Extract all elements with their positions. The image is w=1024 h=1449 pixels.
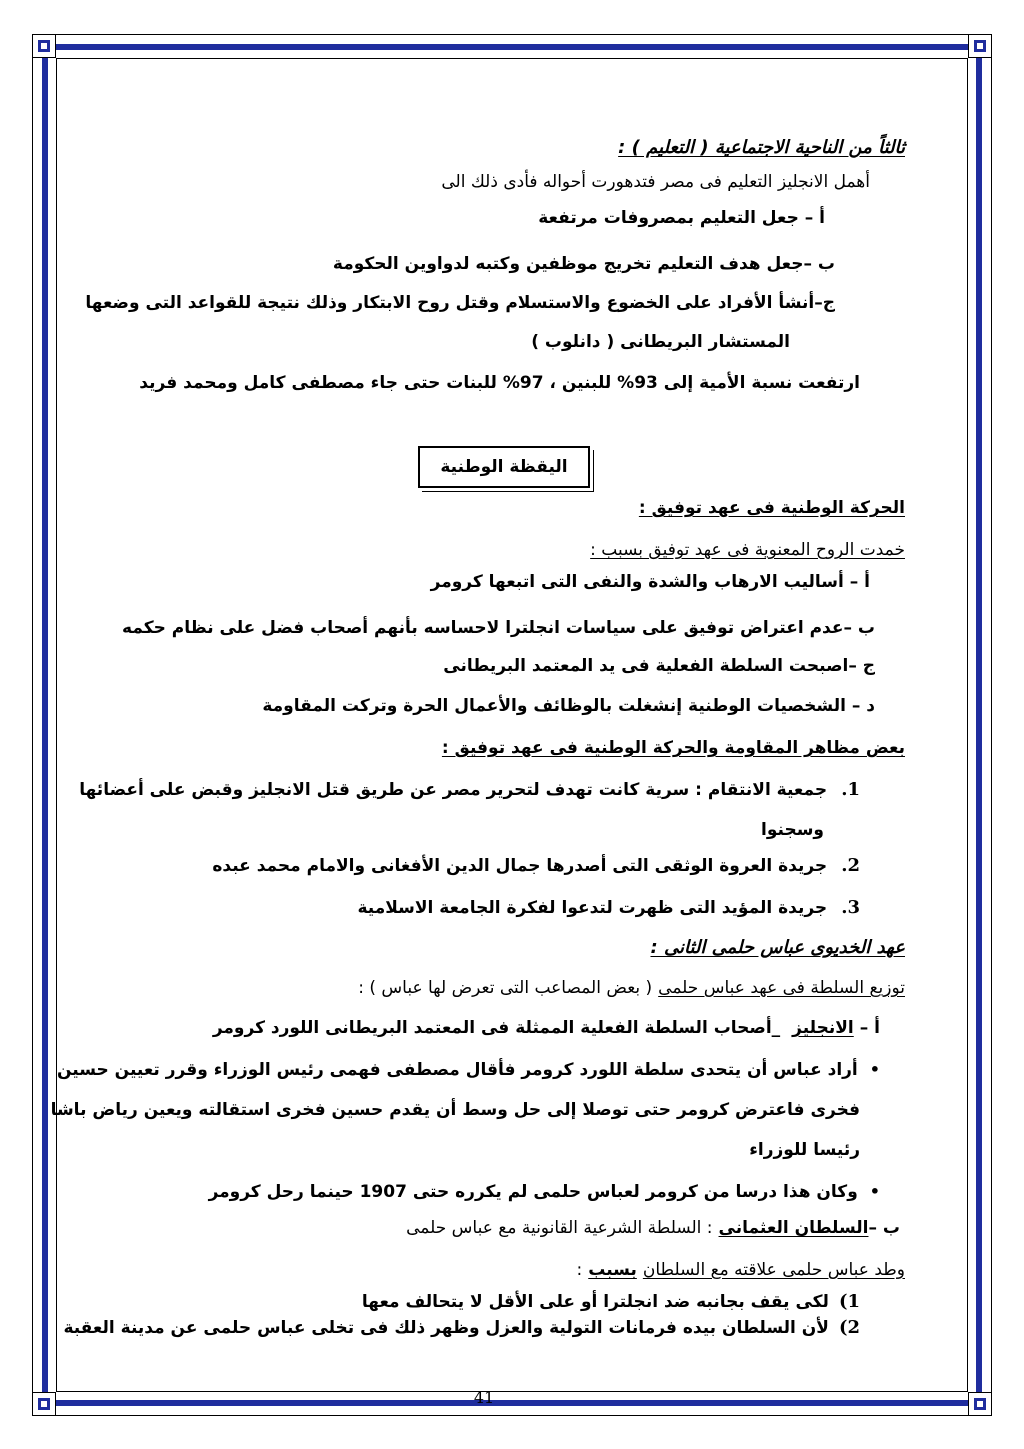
reason-2-text: لأن السلطان بيده فرمانات التولية والعزل وظهر ذلك فى تخلى عباس حلمى عن مدينة العقبة	[63, 1318, 829, 1338]
list-number: 1)	[838, 1291, 860, 1312]
list-number: 2)	[838, 1317, 860, 1338]
resistance-heading: بعض مظاهر المقاومة والحركة الوطنية فى عهد توفيق :	[441, 738, 905, 758]
point2-text: وكان هذا درسا من كرومر لعباس حلمى لم يكرره حتى 1907 حينما رحل كرومر	[208, 1182, 858, 1202]
relation-intro-text: وطد عباس حلمى علاقته مع السلطان	[642, 1260, 905, 1280]
english-prefix: أ –	[859, 1018, 880, 1038]
point1-line1	[57, 1058, 880, 1082]
point1-text: أراد عباس أن يتحدى سلطة اللورد كرومر فأقال مصطفى فهمى رئيس الوزراء وقرر تعيين حسين	[56, 1060, 858, 1080]
resistance-item-1	[79, 778, 860, 802]
bullet-icon: •	[869, 1182, 880, 1201]
tawfiq-causes-intro: خمدت الروح المعنوية فى عهد توفيق بسبب :	[590, 540, 905, 560]
corner-ornament-top-right	[968, 34, 992, 58]
tawfiq-cause-c: ج –اصبحت السلطة الفعلية فى يد المعتمد البريطانى	[443, 656, 875, 676]
section-title-box	[418, 446, 590, 488]
resistance-item-1-text: جمعية الانتقام : سرية كانت تهدف لتحرير مصر عن طريق قتل الانجليز وقبض على أعضائها	[79, 780, 828, 800]
corner-ornament-bottom-left	[32, 1392, 56, 1416]
tawfiq-cause-d: د – الشخصيات الوطنية إنشغلت بالوظائف والأعمال الحرة وتركت المقاومة	[262, 696, 875, 716]
ottoman-prefix: ب –	[868, 1218, 900, 1238]
reason-1	[362, 1290, 860, 1314]
point1-line3: رئيسا للوزراء	[749, 1140, 860, 1160]
ottoman-description: : السلطة الشرعية القانونية مع عباس حلمى	[406, 1218, 713, 1238]
abbas-heading: عهد الخديوى عباس حلمى الثانى :	[650, 937, 905, 958]
relation-intro-bold: بسبب	[588, 1260, 637, 1280]
english-power	[213, 1016, 880, 1040]
relation-intro	[577, 1258, 906, 1282]
ottoman-label: السلطان العثمانى	[718, 1218, 869, 1238]
corner-ornament-bottom-right	[968, 1392, 992, 1416]
point2	[209, 1180, 880, 1204]
tawfiq-cause-b: ب –عدم اعتراض توفيق على سياسات انجلترا لاحساسه بأنهم أصحاب فضل على نظام حكمه	[122, 618, 875, 638]
ottoman-power	[406, 1216, 900, 1240]
social-heading: ثالثاً من الناحية الاجتماعية ( التعليم ) :	[618, 137, 905, 158]
resistance-item-1-continuation: وسجنوا	[761, 820, 824, 840]
social-item-c-line2: المستشار البريطانى ( دانلوب )	[531, 332, 790, 352]
list-number: 1.	[841, 779, 860, 800]
english-label: الانجليز	[792, 1018, 854, 1038]
resistance-item-3-text: جريدة المؤيد التى ظهرت لتدعوا لفكرة الجامعة الاسلامية	[357, 898, 828, 918]
section-title: اليقظة الوطنية	[440, 457, 568, 477]
reason-2	[63, 1316, 860, 1340]
resistance-item-2-text: جريدة العروة الوثقى التى أصدرها جمال الدين الأفغانى والامام محمد عبده	[212, 856, 828, 876]
illiteracy-statement: ارتفعت نسبة الأمية إلى 93% للبنين ، 97% للبنات حتى جاء مصطفى كامل ومحمد فريد	[139, 373, 860, 393]
english-description: _أصحاب السلطة الفعلية الممثلة فى المعتمد البريطانى اللورد كرومر	[212, 1018, 781, 1038]
tawfiq-cause-a: أ – أساليب الارهاب والشدة والنفى التى اتبعها كرومر	[430, 572, 870, 592]
bullet-icon: •	[869, 1060, 880, 1079]
resistance-item-2	[212, 854, 860, 878]
social-intro: أهمل الانجليز التعليم فى مصر فتدهورت أحواله فأدى ذلك الى	[441, 172, 870, 192]
point1-line2: فخرى فاعترض كرومر حتى توصلا إلى حل وسط أن يقدم حسين فخرى استقالته ويعين رياض باشا	[50, 1100, 860, 1120]
list-number: 2.	[841, 855, 860, 876]
corner-ornament-top-left	[32, 34, 56, 58]
power-distribution	[358, 976, 905, 1000]
page-number: 41	[473, 1388, 495, 1407]
social-item-a: أ – جعل التعليم بمصروفات مرتفعة	[538, 208, 825, 228]
tawfiq-heading: الحركة الوطنية فى عهد توفيق :	[638, 498, 905, 518]
social-item-b: ب –جعل هدف التعليم تخريج موظفين وكتبه لدواوين الحكومة	[332, 254, 835, 274]
power-distribution-title: توزيع السلطة فى عهد عباس حلمى	[658, 978, 905, 998]
social-item-c-line1: ج–أنشأ الأفراد على الخضوع والاستسلام وقتل روح الابتكار وذلك نتيجة للقواعد التى وضعها	[85, 293, 835, 313]
power-distribution-note: ( بعض المصاعب التى تعرض لها عباس ) :	[358, 978, 653, 998]
list-number: 3.	[841, 897, 860, 918]
reason-1-text: لكى يقف بجانبه ضد انجلترا أو على الأقل لا يتحالف معها	[361, 1292, 829, 1312]
resistance-item-3	[357, 896, 860, 920]
relation-intro-colon: :	[576, 1260, 583, 1280]
